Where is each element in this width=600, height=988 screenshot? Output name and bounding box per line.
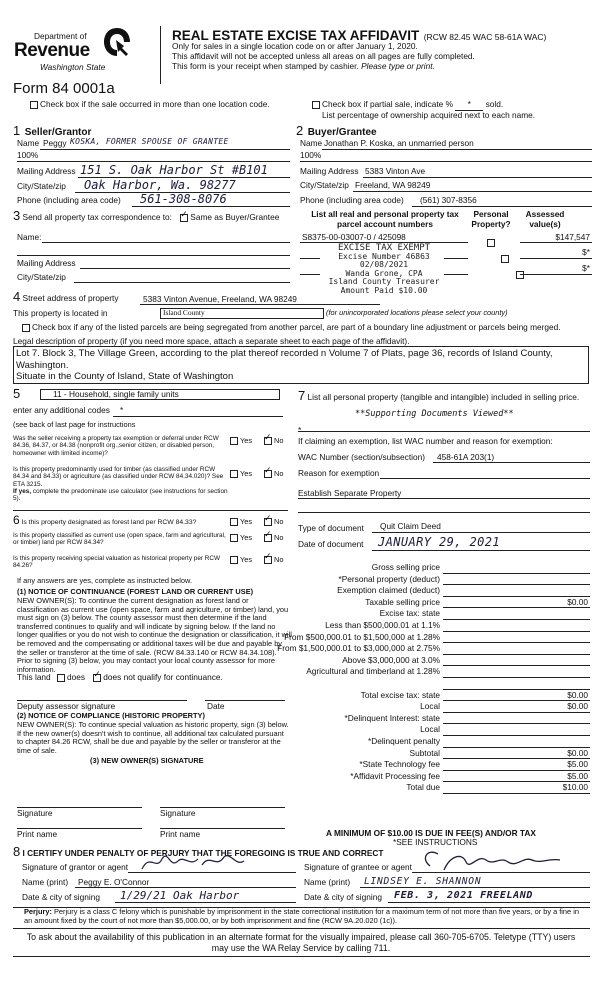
section3-name-label: Name: [17, 232, 42, 242]
s6q1-no-label: No [274, 517, 284, 526]
parcel-row1-value[interactable]: $147,547 [555, 232, 590, 242]
land-does-label: does [66, 672, 85, 682]
located-label: This property is located in [13, 308, 108, 318]
calc-row-value[interactable]: $5.00 [567, 759, 588, 770]
section7-text [298, 388, 588, 403]
section7-star[interactable]: * [298, 425, 302, 435]
seller-mailing-hand[interactable]: 151 S. Oak Harbor St #B101 [80, 163, 268, 177]
section5-num: 5 [13, 386, 21, 401]
additional-codes-label: enter any additional codes [13, 405, 110, 415]
grantee-signature[interactable] [420, 848, 580, 879]
seller-phone-label: Phone (including area code) [17, 195, 121, 205]
minimum-due: A MINIMUM OF $10.00 IS DUE IN FEE(S) AND/OR TAX [326, 828, 536, 838]
form-number: Form 84 0001a [13, 80, 115, 97]
additional-codes-value[interactable]: * [120, 405, 124, 415]
section6-q1 [13, 513, 228, 527]
grantor-sig-label: Signature of grantor or agent [22, 862, 129, 872]
grantor-name-value[interactable]: Peggy E. O'Connor [78, 877, 150, 887]
calc-row-label: Less than $500,000.01 at 1.1% [325, 620, 440, 630]
revenue-logo [12, 26, 132, 82]
s6q2-no-checkbox[interactable] [264, 534, 272, 542]
section6-q1-yes[interactable] [230, 518, 252, 527]
calc-row-label: From $500,000.01 to $1,500,000 at 1.28% [284, 631, 440, 642]
section5-q1: Was the seller receiving a property tax exemption or deferral under RCW 84.36, 84.37, or 84.38 (nonprofit org.,senior citizen, or disabled person, homeowner with limited income)? [13, 435, 219, 457]
s6q2-no-label: No [274, 533, 284, 542]
s6q3-no-checkbox[interactable] [264, 556, 272, 564]
owner1-print-label: Print name [17, 829, 58, 839]
notice2-title: (2) NOTICE OF COMPLIANCE (HISTORIC PROPERTY) [17, 711, 205, 720]
q2-yes-label: Yes [240, 469, 253, 478]
section4-street [13, 289, 119, 304]
partial-sale-check[interactable] [312, 100, 503, 111]
calc-row [298, 724, 590, 736]
buyer-mailing-label: Mailing Address [300, 166, 359, 176]
partial-sale-label-a: Check box if partial sale, indicate % [322, 99, 453, 109]
parcel-row2-personal-checkbox[interactable] [501, 255, 509, 263]
perjury-text: Perjury is a class C felony which is punishable by imprisonment in the state correctional institution for a maximum term of not more than five years, or by a fine in an amount fixed by the court of not more than $5,000.00, or by both imprisonment and fine (RCW 9A.20.020 (1c)). [24, 907, 579, 925]
land-does-not-label: does not qualify for continuance. [103, 672, 223, 682]
reason-label: Reason for exemption [298, 468, 380, 478]
section5-q2: Is this property predominantly used for timber (as classified under RCW 84.34 and 84.33) or agriculture (as classified under RCW 84.34.020)? See ETA 3215. [13, 466, 224, 488]
calc-row [298, 713, 590, 725]
wac-value[interactable]: 458-61A 203(1) [437, 452, 495, 462]
seller-mailing-label: Mailing Address [17, 166, 76, 176]
subtitle-1: Only for sales in a single location code on or after January 1, 2020. [172, 41, 418, 51]
q1-yes-label: Yes [240, 436, 253, 445]
notice1-body: NEW OWNER(S): To continue the current designation as forest land or classification as current use (open space, farm and agriculture, or timber) land, you must sign on (3) below. The county assessor must then determine if the land transferred continues to qualify and will indicate by signing below. If the land no longer qualifies or you do not wish to continue the designation or classification, it will be removed and the compensating or additional taxes will be due and payable by the seller or transferor at the time of sale. (RCW 84.33.140 or RCW 84.34.108). Prior to signing (3) below, you may contact your local county assessor for more information. [17, 596, 292, 674]
calc-row-label: Exemption claimed (deduct) [337, 585, 440, 596]
section6-q2: Is this property classified as current use (open space, farm and agricultural, or timber) land per RCW 84.34? [13, 532, 226, 547]
q1-yes-checkbox[interactable] [230, 437, 238, 445]
s6q1-no-checkbox[interactable] [264, 518, 272, 526]
deputy-signature-label: Deputy assessor signature [17, 701, 116, 711]
section6-q3-no[interactable] [264, 556, 283, 565]
buyer-phone-label: Phone (including area code) [300, 195, 404, 205]
buyer-heading-num: 2 [296, 123, 304, 138]
section6-q1-no[interactable] [264, 518, 283, 527]
seller-heading-text: Seller/Grantor [24, 127, 92, 138]
calc-row-value[interactable]: $0.00 [567, 747, 588, 758]
perjury-note [24, 908, 584, 925]
q2b-text: complete the predominate use calculator (see instructions for section 5). [13, 488, 228, 503]
calc-row [298, 759, 590, 771]
calc-row-label: *Delinquent penalty [368, 736, 440, 746]
see-back-note: (see back of last page for instructions [13, 420, 136, 429]
parcel-row1-personal-checkbox[interactable] [487, 239, 495, 247]
section3-text: Send all property tax correspondence to: [22, 212, 172, 222]
calc-row-label: Total excise tax: state [360, 689, 440, 700]
grantor-name-label: Name (print) [22, 877, 69, 887]
partial-sale-note: List percentage of ownership acquired next to each name. [322, 110, 536, 120]
seller-city-hand[interactable]: Oak Harbor, Wa. 98277 [84, 178, 236, 192]
calc-row [298, 574, 590, 586]
dept-line2: Revenue [14, 40, 90, 61]
buyer-name-label: Name [300, 138, 323, 148]
calc-row-label: Local [420, 701, 440, 712]
section8-num: 8 [13, 844, 21, 859]
calc-row [298, 620, 590, 632]
section6-q1-text: Is this property designated as forest land per RCW 84.33? [21, 519, 197, 526]
section6-q3-yes[interactable] [230, 556, 252, 565]
dept-line1: Department of [34, 31, 87, 41]
segregated-checkbox[interactable] [22, 324, 30, 332]
doc-date-hand[interactable]: JANUARY 29, 2021 [378, 535, 500, 549]
use-code-select[interactable]: 11 - Household, single family units [40, 389, 280, 400]
section3-num: 3 [13, 208, 21, 223]
see-instructions: *SEE INSTRUCTIONS [393, 837, 478, 847]
street-label: Street address of property [22, 293, 119, 303]
grantor-date-label: Date & city of signing [22, 892, 100, 902]
grantee-name-label: Name (print) [304, 877, 351, 887]
seller-pct[interactable]: 100% [17, 150, 39, 160]
s6q3-no-label: No [274, 555, 284, 564]
legal-label: Legal description of property (if you need more space, attach a separate sheet to each page of the affidavit). [13, 336, 410, 346]
calc-row [277, 643, 590, 655]
buyer-phone-value[interactable]: (561) 307-8356 [420, 195, 477, 205]
wac-label: WAC Number (section/subsection) [298, 452, 425, 462]
unincorporated-note: (for unincorporated locations please select your county) [326, 308, 508, 317]
section3-city-label: City/State/zip [17, 272, 66, 282]
buyer-name-value[interactable]: Jonathan P. Koska, an unmarried person [324, 138, 474, 148]
notice1-title: (1) NOTICE OF CONTINUANCE (FOREST LAND OR CURRENT USE) [17, 587, 254, 596]
grantor-signature[interactable] [140, 851, 260, 877]
seller-name-value[interactable]: Peggy [43, 138, 67, 148]
legal-text-2: Situate in the County of Island, State of Washington [16, 371, 234, 382]
q1-no-label: No [274, 436, 284, 445]
stamp-line5: Island County Treasurer [328, 277, 440, 287]
certify-text: I CERTIFY UNDER PENALTY OF PERJURY THAT THE FOREGOING IS TRUE AND CORRECT [22, 848, 384, 858]
s6q2-yes-label: Yes [240, 533, 253, 542]
grantor-signature-scribble [140, 851, 260, 873]
owner1-signature-label: Signature [17, 808, 53, 818]
calc-row [298, 782, 590, 794]
grantor-date-hand[interactable]: 1/29/21 Oak Harbor [120, 889, 240, 902]
deputy-date-label: Date [207, 701, 225, 711]
owner2-signature-label: Signature [160, 808, 196, 818]
section6-q2-no[interactable] [264, 534, 283, 543]
section5-q1-yes[interactable] [230, 437, 252, 446]
buyer-city-label: City/State/zip [300, 180, 349, 190]
buyer-heading-text: Buyer/Grantee [307, 127, 377, 138]
calc-row [298, 748, 590, 760]
calc-row-label: Above $3,000,000 at 3.0% [342, 654, 440, 665]
section5-q2-yes[interactable] [230, 470, 252, 479]
multi-location-checkbox[interactable] [30, 101, 38, 109]
supporting-docs-note: **Supporting Documents Viewed** [355, 409, 514, 419]
calc-row-label: *State Technology fee [359, 759, 440, 770]
partial-sale-pct[interactable]: * [455, 100, 483, 111]
stamp-line6: Amount Paid $10.00 [340, 285, 428, 295]
parcel-col1-header: List all real and personal property tax parcel account numbers [311, 209, 459, 229]
buyer-city-value[interactable]: Freeland, WA 98249 [355, 180, 431, 190]
notice2-body: NEW OWNER(S): To continue special valuation as historic property, sign (3) below. If the new owner(s) doesn't wish to continue, all additional tax calculated pursuant to chapter 84.26 RCW, shall be due and payable by the seller or transferor at the time of sale. [17, 720, 289, 755]
partial-sale-label-b: sold. [485, 99, 504, 109]
street-value[interactable]: 5383 Vinton Avenue, Freeland, WA 98249 [143, 294, 297, 304]
parcel-row1-number[interactable]: S8375-00-03007-0 / 425098 [302, 232, 406, 242]
s6q3-yes-label: Yes [240, 555, 253, 564]
land-label: This land [17, 672, 51, 682]
land-does-not-checkbox[interactable] [93, 674, 101, 682]
section3-label [13, 208, 280, 223]
land-continuance [17, 673, 223, 683]
calc-row-value[interactable]: $0.00 [567, 596, 588, 607]
footer-note: To ask about the availability of this publication in an alternate format for the visually impaired, please call 360-705-6705. Teletype (TTY) users may use the WA Relay Service by calling 711. [26, 932, 576, 953]
grantee-date-hand[interactable]: FEB. 3, 2021 FREELAND [394, 890, 534, 901]
stamp-line3: 02/08/2021 [359, 260, 409, 270]
form-title-ref: (RCW 82.45 WAC 58-61A WAC) [423, 32, 547, 42]
seller-name-label: Name [17, 138, 40, 148]
legal-text: Lot 7. Block 3, The Village Green, according to the plat thereof recorded n Volume 7 of Plats, page 36, records of Island County, Washington. [16, 348, 553, 371]
calc-row-label: Taxable selling price [365, 596, 440, 607]
calc-row [298, 597, 590, 609]
seller-heading-num: 1 [13, 123, 21, 138]
section3-mailing-label: Mailing Address [17, 258, 76, 268]
s6q2-yes-checkbox[interactable] [230, 534, 238, 542]
calc-row-label: Excise tax: state [379, 608, 440, 619]
calc-row-label: *Personal property (deduct) [338, 573, 440, 584]
calc-row [298, 562, 590, 574]
calc-row-label: Gross selling price [371, 562, 440, 572]
stamp-line1: EXCISE TAX EXEMPT [337, 243, 431, 253]
parcel-col3-header: Assessed value(s) [525, 209, 565, 229]
doc-type-value[interactable]: Quit Claim Deed [380, 521, 441, 531]
seller-phone-hand[interactable]: 561-308-8076 [140, 192, 227, 206]
segregated-label: Check box if any of the listed parcels are being segregated from another parcel, are part of a boundary line adjustment or parcels being merged. [32, 322, 561, 332]
calc-row [298, 655, 590, 667]
notice3-title: (3) NEW OWNER(S) SIGNATURE [90, 756, 204, 765]
same-as-buyer-label: Same as Buyer/Grantee [190, 212, 280, 222]
s6q1-yes-label: Yes [240, 517, 253, 526]
exemption-question: If claiming an exemption, list WAC number and reason for exemption: [298, 436, 553, 446]
s6q1-yes-checkbox[interactable] [230, 518, 238, 526]
buyer-mailing-value[interactable]: 5383 Vinton Ave [365, 166, 426, 176]
calc-row-value[interactable]: $10.00 [562, 782, 588, 793]
section6-num: 6 [13, 513, 20, 527]
calc-row-value[interactable]: $5.00 [567, 770, 588, 781]
doc-date-label: Date of document [298, 539, 364, 549]
land-does-checkbox[interactable] [57, 674, 65, 682]
calc-row-value[interactable]: $0.00 [567, 701, 588, 712]
subtitle-3-em: Please type or print. [361, 61, 435, 71]
reason-value[interactable]: Establish Separate Property [298, 488, 402, 498]
calc-row [298, 608, 590, 620]
section6-q3: Is this property receiving special valuation as historical property per RCW 84.26? [13, 555, 221, 570]
calc-row [298, 701, 590, 713]
doc-type-label: Type of document [298, 523, 364, 533]
dept-line3: Washington State [40, 62, 106, 72]
grantee-name-hand[interactable]: LINDSEY E. SHANNON [364, 876, 482, 887]
q2-no-label: No [274, 469, 284, 478]
section5-q2b [13, 488, 228, 503]
calc-row-label: Agricultural and timberland at 1.28% [306, 666, 440, 677]
parcel-row2-value[interactable]: $* [582, 247, 590, 257]
section6-q2-yes[interactable] [230, 534, 252, 543]
calc-row-label: Local [420, 724, 440, 735]
calc-row [298, 736, 590, 748]
any-yes-note: If any answers are yes, complete as instructed below. [17, 576, 192, 585]
q2b-bold: If yes, [13, 488, 32, 495]
calc-row-label: Subtotal [409, 747, 440, 758]
calc-row [284, 631, 590, 644]
stamp-line4: Wanda Grone, CPA [345, 268, 423, 278]
calc-row-label: Total due [406, 782, 440, 793]
q2-no-checkbox[interactable] [264, 470, 272, 478]
partial-sale-checkbox[interactable] [312, 101, 320, 109]
multi-location-check[interactable] [30, 100, 270, 110]
subtitle-3-text: This form is your receipt when stamped by cashier. [172, 61, 359, 71]
s6q3-yes-checkbox[interactable] [230, 556, 238, 564]
section5-q1-no[interactable] [264, 437, 283, 446]
grantee-date-label: Date & city of signing [304, 892, 382, 902]
calc-row [298, 690, 590, 702]
calc-row-label: *Affidavit Processing fee [350, 770, 440, 781]
segregated-check[interactable] [22, 323, 561, 333]
subtitle-2: This affidavit will not be accepted unless all areas on all pages are fully completed. [172, 51, 475, 61]
calc-row [298, 771, 590, 783]
section7-label: List all personal property (tangible and intangible) included in selling price. [307, 392, 580, 402]
multi-location-label: Check box if the sale occurred in more than one location code. [40, 99, 270, 109]
calc-row [298, 666, 590, 678]
stamp-line2: Excise Number 46863 [338, 251, 430, 261]
perjury-bold: Perjury: [24, 907, 52, 916]
buyer-pct[interactable]: 100% [300, 150, 322, 160]
calc-row-label: From $1,500,000.01 to $3,000,000 at 2.75% [277, 643, 440, 654]
legal-description-box[interactable] [13, 346, 589, 384]
calc-row [298, 678, 590, 690]
section5-q2-no[interactable] [264, 470, 283, 479]
parcel-col2-header: Personal Property? [471, 209, 511, 229]
calc-row-label: *Delinquent Interest: state [344, 712, 440, 723]
q2-yes-checkbox[interactable] [230, 470, 238, 478]
q1-no-checkbox[interactable] [264, 437, 272, 445]
subtitle-3 [172, 62, 435, 72]
calc-row-value[interactable]: $0.00 [567, 689, 588, 700]
grantee-sig-label: Signature of grantee or agent [304, 862, 412, 872]
seller-city-label: City/State/zip [17, 181, 66, 191]
calc-row [298, 585, 590, 597]
calc-row-line [443, 793, 590, 794]
revenue-logo-icon [102, 26, 132, 60]
section4-num: 4 [13, 289, 21, 304]
located-select[interactable]: Island County [160, 308, 324, 319]
exempt-stamp [322, 244, 446, 296]
same-as-buyer-checkbox[interactable] [180, 214, 188, 222]
section7-num: 7 [298, 388, 306, 403]
seller-name-hand[interactable]: KOSKA, FORMER SPOUSE OF GRANTEE [70, 137, 229, 146]
grantee-signature-scribble [420, 848, 580, 874]
parcel-row3-value[interactable]: $* [582, 263, 590, 273]
owner2-print-label: Print name [160, 829, 201, 839]
form-title-text: REAL ESTATE EXCISE TAX AFFIDAVIT [172, 28, 420, 43]
